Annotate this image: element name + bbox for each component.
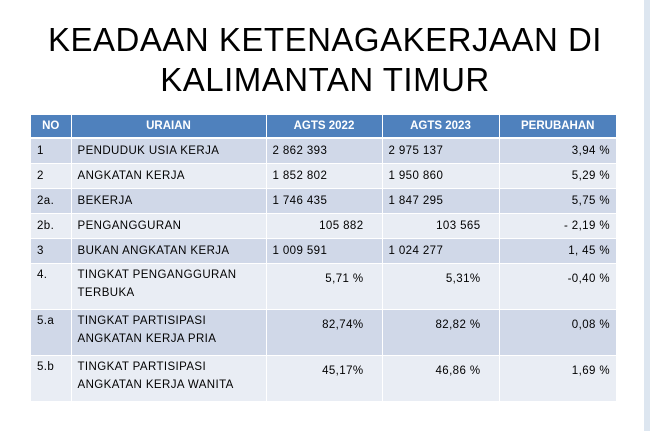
cell-no: 2a.	[31, 189, 71, 214]
cell-agts-2023: 1 950 860	[382, 164, 499, 189]
header-no: NO	[31, 115, 71, 138]
cell-no: 2	[31, 164, 71, 189]
cell-agts-2022: 82,74%	[266, 310, 382, 356]
table-row	[31, 189, 616, 214]
cell-agts-2023: 103 565	[382, 214, 499, 239]
table-row	[31, 310, 616, 356]
table-header-row	[31, 115, 616, 138]
cell-agts-2022: 45,17%	[266, 356, 382, 402]
employment-table	[31, 115, 616, 402]
cell-uraian: TINGKAT PENGANGGURAN TERBUKA	[71, 264, 266, 310]
cell-agts-2022: 5,71 %	[266, 264, 382, 310]
cell-uraian: BUKAN ANGKATAN KERJA	[71, 239, 266, 264]
cell-agts-2022: 1 009 591	[266, 239, 382, 264]
cell-perubahan: 1,69 %	[499, 356, 616, 402]
cell-no: 4.	[31, 264, 71, 310]
cell-uraian: ANGKATAN KERJA	[71, 164, 266, 189]
cell-agts-2023: 5,31%	[382, 264, 499, 310]
cell-perubahan: - 2,19 %	[499, 214, 616, 239]
cell-agts-2023: 46,86 %	[382, 356, 499, 402]
cell-perubahan: 5,29 %	[499, 164, 616, 189]
title-line-2: KALIMANTAN TIMUR	[160, 61, 490, 98]
cell-uraian: BEKERJA	[71, 189, 266, 214]
cell-agts-2022: 1 746 435	[266, 189, 382, 214]
header-uraian: URAIAN	[71, 115, 266, 138]
header-agts-2022: AGTS 2022	[266, 115, 382, 138]
cell-no: 3	[31, 239, 71, 264]
cell-perubahan: -0,40 %	[499, 264, 616, 310]
table-row	[31, 214, 616, 239]
cell-agts-2023: 82,82 %	[382, 310, 499, 356]
cell-perubahan: 3,94 %	[499, 138, 616, 164]
cell-agts-2022: 105 882	[266, 214, 382, 239]
page-title	[0, 20, 650, 100]
cell-perubahan: 0,08 %	[499, 310, 616, 356]
cell-agts-2023: 1 024 277	[382, 239, 499, 264]
header-perubahan: PERUBAHAN	[499, 115, 616, 138]
table-row	[31, 138, 616, 164]
header-agts-2023: AGTS 2023	[382, 115, 499, 138]
cell-perubahan: 1, 45 %	[499, 239, 616, 264]
table-row	[31, 164, 616, 189]
cell-agts-2022: 2 862 393	[266, 138, 382, 164]
cell-uraian: TINGKAT PARTISIPASI ANGKATAN KERJA WANITA	[71, 356, 266, 402]
cell-no: 5.a	[31, 310, 71, 356]
cell-no: 1	[31, 138, 71, 164]
cell-agts-2022: 1 852 802	[266, 164, 382, 189]
cell-agts-2023: 1 847 295	[382, 189, 499, 214]
cell-uraian: PENDUDUK USIA KERJA	[71, 138, 266, 164]
cell-no: 2b.	[31, 214, 71, 239]
table-row	[31, 239, 616, 264]
cell-uraian: PENGANGGURAN	[71, 214, 266, 239]
cell-perubahan: 5,75 %	[499, 189, 616, 214]
table-row	[31, 356, 616, 402]
title-line-1: KEADAAN KETENAGAKERJAAN DI	[48, 21, 602, 58]
cell-agts-2023: 2 975 137	[382, 138, 499, 164]
cell-no: 5.b	[31, 356, 71, 402]
cell-uraian: TINGKAT PARTISIPASI ANGKATAN KERJA PRIA	[71, 310, 266, 356]
table-row	[31, 264, 616, 310]
